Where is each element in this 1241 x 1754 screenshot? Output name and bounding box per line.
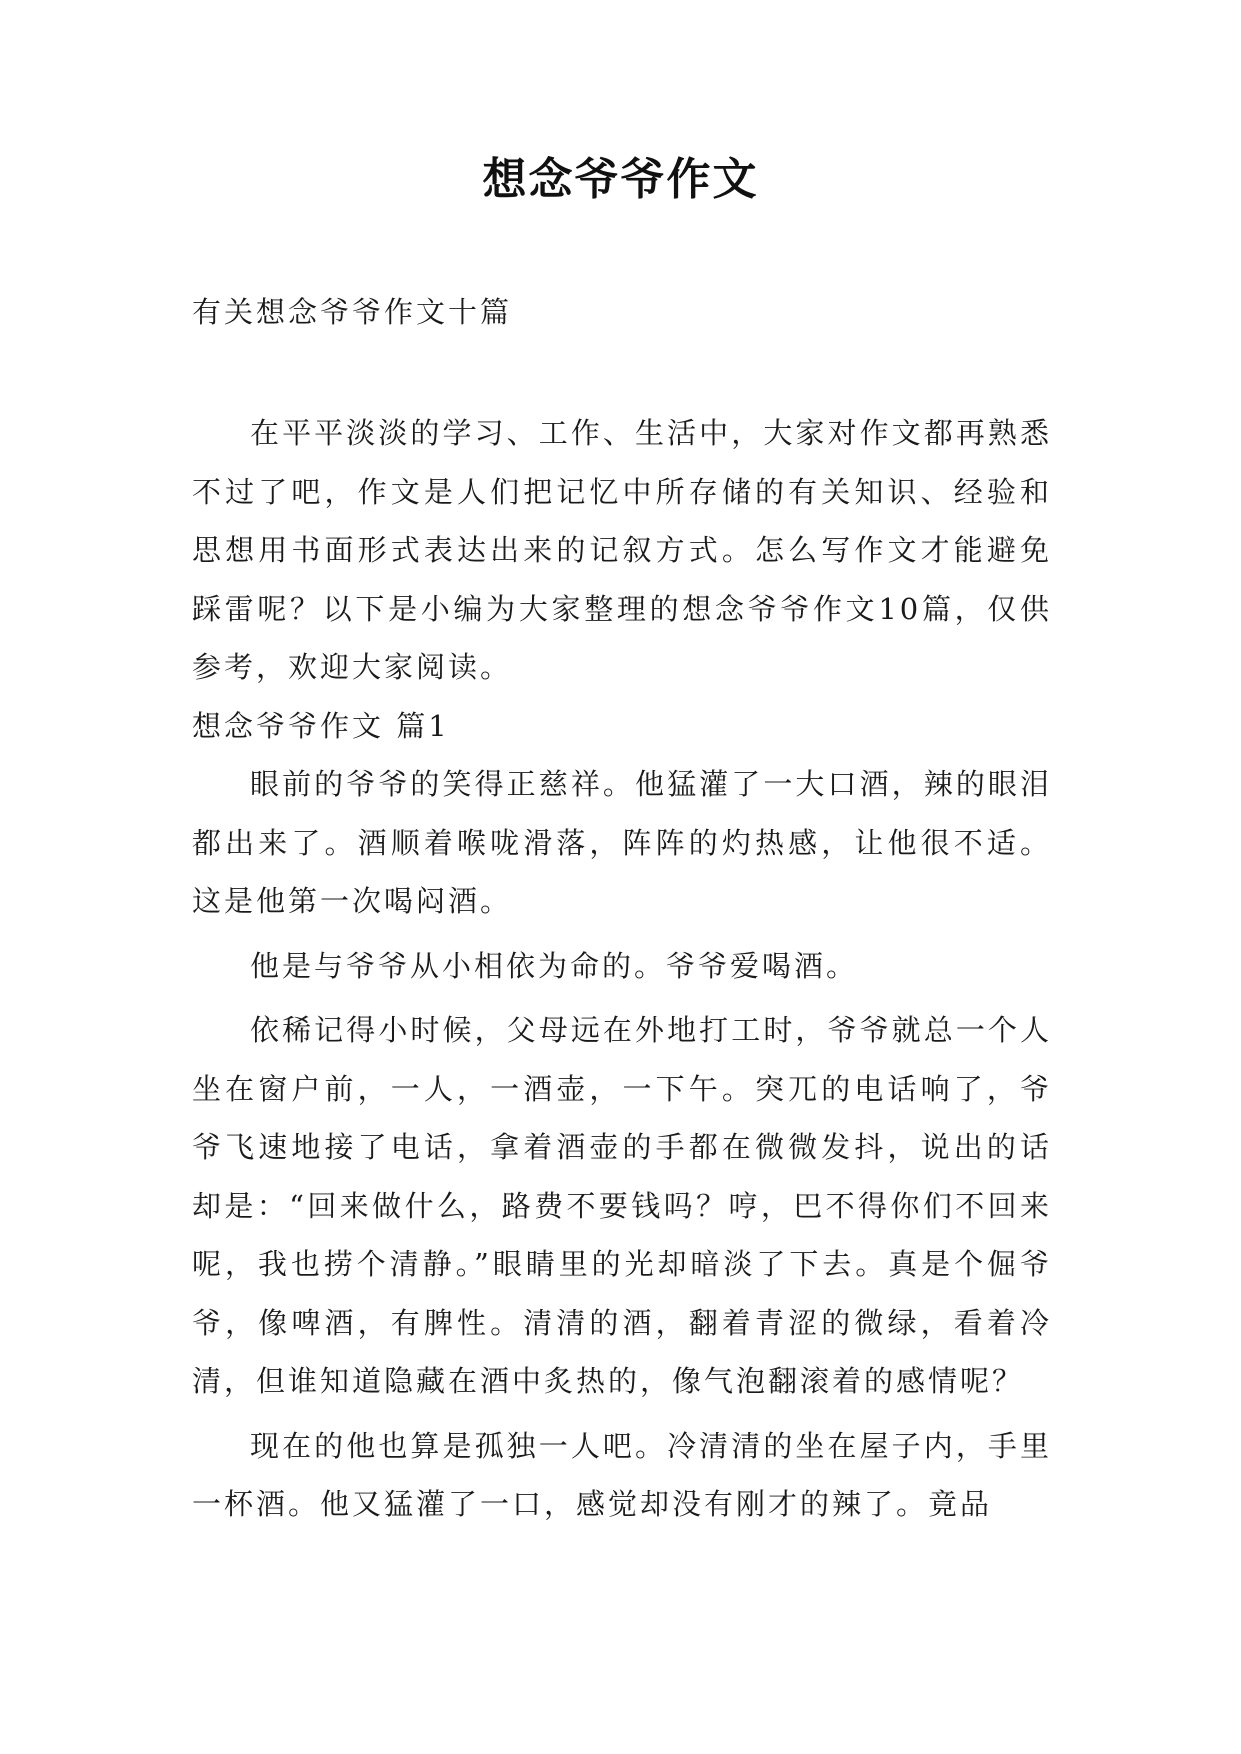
body-paragraph-1: 眼前的爷爷的笑得正慈祥。他猛灌了一大口酒，辣的眼泪都出来了。酒顺着喉咙滑落，阵阵的灼热感，让他很不适。这是他第一次喝闷酒。 — [192, 767, 1052, 918]
body-paragraph-4: 现在的他也算是孤独一人吧。冷清清的坐在屋子内，手里一杯酒。他又猛灌了一口，感觉却没有刚才的辣了。竟品 — [192, 1428, 1052, 1521]
section-heading: 想念爷爷作文 篇1 — [192, 708, 450, 743]
document-subtitle: 有关想念爷爷作文十篇 — [192, 295, 513, 329]
body-paragraph-3: 依稀记得小时候，父母远在外地打工时，爷爷就总一个人坐在窗户前，一人，一酒壶，一下午。突兀的电话响了，爷爷飞速地接了电话，拿着酒壶的手都在微微发抖，说出的话却是：“回来做什么，路费不要钱吗？哼，巴不得你们不回来呢，我也捞个清静。”眼睛里的光却暗淡了下去。真是个倔爷爷，像啤酒，有脾性。清清的酒，翻着青涩的微绿，看着冷清，但谁知道隐藏在酒中炙热的，像气泡翻滚着的感情呢？ — [192, 1013, 1052, 1398]
intro-paragraph: 在平平淡淡的学习、工作、生活中，大家对作文都再熟悉不过了吧，作文是人们把记忆中所存储的有关知识、经验和思想用书面形式表达出来的记叙方式。怎么写作文才能避免踩雷呢？以下是小编为大家整理的想念爷爷作文10篇，仅供参考，欢迎大家阅读。 — [192, 416, 1052, 684]
body-paragraph-2: 他是与爷爷从小相依为命的。爷爷爱喝酒。 — [250, 948, 859, 983]
document-title: 想念爷爷作文 — [482, 154, 759, 205]
document-body — [192, 404, 1052, 1534]
